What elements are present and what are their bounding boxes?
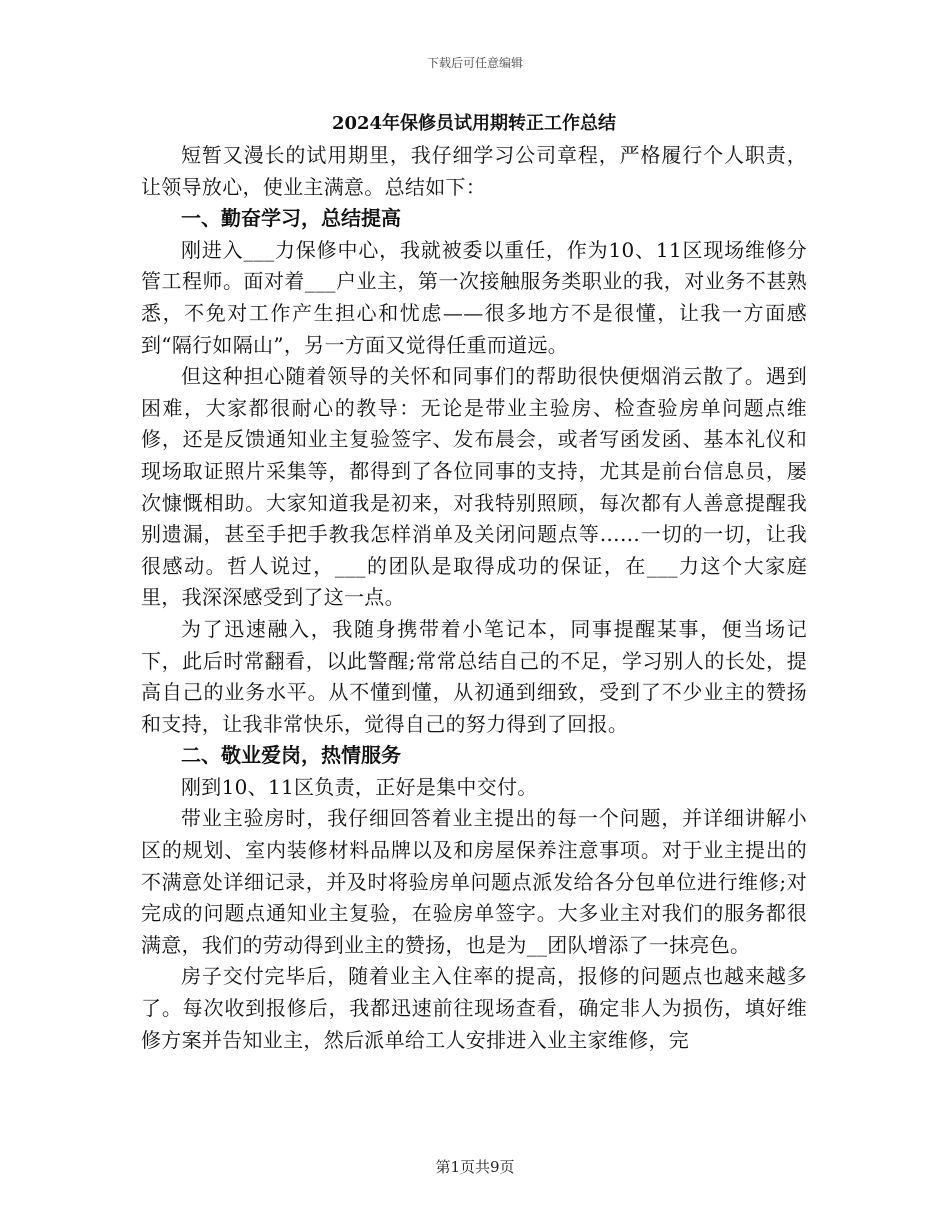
page-number: 第1页共9页 [435,1158,515,1176]
paragraph-4: 刚到10、11区负责，正好是集中交付。 [181,774,538,799]
document-title: 2024年保修员试用期转正工作总结 [331,113,617,134]
paragraph-intro: 短暂又漫长的试用期里，我仔细学习公司章程，严格履行个人职责，让领导放心，使业主满意。总结如下： [141,143,807,199]
paragraph-5: 带业主验房时，我仔细回答着业主提出的每一个问题，并详细讲解小区的规划、室内装修材料品牌以及和房屋保养注意事项。对于业主提出的不满意处详细记录，并及时将验房单问题点派发给各分包单位进行维修;对完成的问题点通知业主复验，在验房单签字。大多业主对我们的服务都很满意，我们的劳动得到业主的赞扬，也是为__团队增添了一抹亮色。 [141,806,807,957]
paragraph-3: 为了迅速融入，我随身携带着小笔记本，同事提醒某事，便当场记下，此后时常翻看，以此警醒;常常总结自己的不足，学习别人的长处，提高自己的业务水平。从不懂到懂，从初通到细致，受到了不少业主的赞扬和支持，让我非常快乐，觉得自己的努力得到了回报。 [141,616,807,736]
document-body [141,108,807,1056]
paragraph-2: 但这种担心随着领导的关怀和同事们的帮助很快便烟消云散了。遇到困难，大家都很耐心的教导：无论是带业主验房、检查验房单问题点维修，还是反馈通知业主复验签字、发布晨会，或者写函发函、基本礼仪和现场取证照片采集等，都得到了各位同事的支持，尤其是前台信息员，屡次慷慨相助。大家知道我是初来，对我特别照顾，每次都有人善意提醒我别遗漏，甚至手把手教我怎样消单及关闭问题点等……一切的一切，让我很感动。哲人说过，___的团队是取得成功的保证，在___力这个大家庭里，我深深感受到了这一点。 [141,364,807,610]
header-note: 下载后可任意编辑 [426,56,523,70]
section-heading-2: 二、敬业爱岗，热情服务 [181,743,401,768]
paragraph-6: 房子交付完毕后，随着业主入住率的提高，报修的问题点也越来越多了。每次收到报修后，我都迅速前往现场查看，确定非人为损伤，填好维修方案并告知业主，然后派单给工人安排进入业主家维修，完 [141,964,807,1052]
section-heading-1: 一、勤奋学习，总结提高 [181,206,401,231]
paragraph-1: 刚进入___力保修中心，我就被委以重任，作为10、11区现场维修分管工程师。面对着___户业主，第一次接触服务类职业的我，对业务不甚熟悉，不免对工作产生担心和忧虑——很多地方不是很懂，让我一方面感到“隔行如隔山”，另一方面又觉得任重而道远。 [141,237,807,357]
